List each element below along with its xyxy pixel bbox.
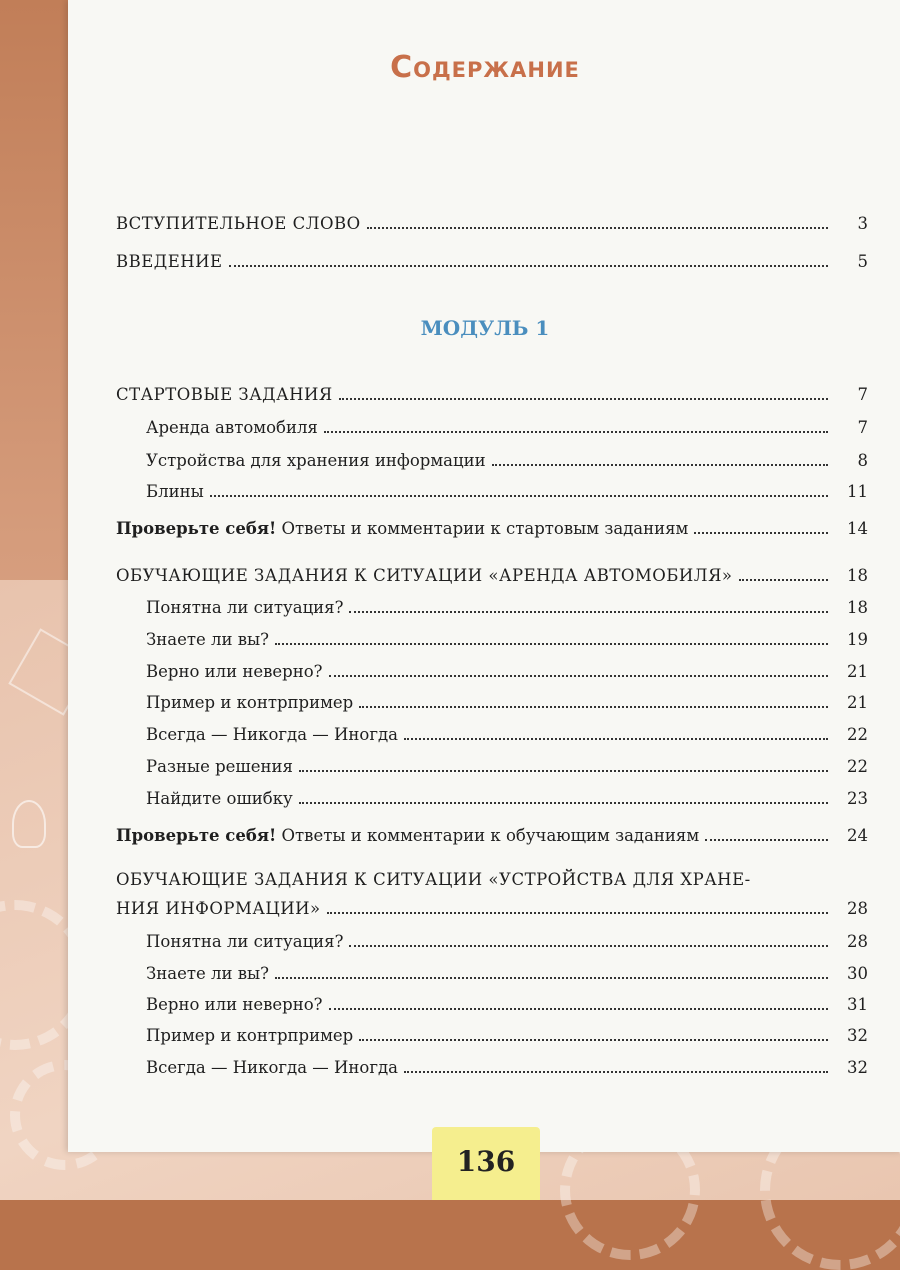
toc-page-number: 8: [857, 451, 868, 470]
dot-leader: [359, 1039, 828, 1041]
toc-subentry[interactable]: [146, 725, 868, 749]
toc-page-number: 5: [857, 252, 868, 271]
toc-page-number: 18: [847, 566, 868, 585]
toc-page: [68, 0, 900, 1152]
toc-subentry[interactable]: [146, 662, 868, 686]
toc-entry-label: Понятна ли ситуация?: [146, 932, 344, 951]
toc-subentry[interactable]: [146, 995, 868, 1019]
toc-entry-check-start[interactable]: [116, 519, 868, 543]
dot-leader: [367, 227, 828, 229]
toc-page-number: 32: [847, 1026, 868, 1045]
toc-page-number: 32: [847, 1058, 868, 1077]
toc-entry-introduction[interactable]: [116, 252, 868, 276]
toc-subentry[interactable]: [146, 693, 868, 717]
toc-subentry[interactable]: [146, 757, 868, 781]
toc-entry-label: Верно или неверно?: [146, 995, 323, 1014]
page-number-badge: 136: [432, 1127, 540, 1200]
toc-entry-label: Всегда — Никогда — Иногда: [146, 1058, 398, 1077]
toc-page-number: 21: [847, 662, 868, 681]
toc-page-number: 18: [847, 598, 868, 617]
check-text: Ответы и комментарии к стартовым заданиям: [276, 519, 689, 538]
toc-page-number: 23: [847, 789, 868, 808]
toc-page-number: 3: [857, 214, 868, 233]
toc-subentry[interactable]: [146, 964, 868, 988]
module-heading: МОДУЛЬ 1: [420, 316, 550, 340]
toc-subentry[interactable]: [146, 1026, 868, 1050]
toc-entry-label: СТАРТОВЫЕ ЗАДАНИЯ: [116, 385, 333, 404]
check-yourself-label: Проверьте себя!: [116, 519, 277, 538]
toc-entry-label: ОБУЧАЮЩИЕ ЗАДАНИЯ К СИТУАЦИИ «АРЕНДА АВТОМОБИЛЯ»: [116, 566, 733, 585]
toc-subentry[interactable]: [146, 482, 868, 506]
toc-entry-label: Устройства для хранения информации: [146, 451, 486, 470]
toc-page-number: 7: [857, 385, 868, 404]
toc-subentry[interactable]: [146, 598, 868, 622]
toc-entry-label: Аренда автомобиля: [146, 418, 318, 437]
toc-entry-label: [116, 519, 694, 538]
dot-leader: [299, 770, 828, 772]
toc-section-car-rental[interactable]: [116, 566, 868, 590]
dot-leader: [404, 738, 828, 740]
dot-leader: [275, 643, 828, 645]
toc-entry-label: ВВЕДЕНИЕ: [116, 252, 223, 271]
toc-subentry[interactable]: [146, 932, 868, 956]
toc-page-number: 22: [847, 757, 868, 776]
check-text: Ответы и комментарии к обучающим заданиям: [276, 826, 700, 845]
toc-page-number: 22: [847, 725, 868, 744]
dot-leader: [299, 802, 828, 804]
toc-entry-label: Верно или неверно?: [146, 662, 323, 681]
dot-leader: [329, 1008, 828, 1010]
dot-leader: [229, 265, 828, 267]
dot-leader: [275, 977, 828, 979]
dot-leader: [492, 464, 828, 466]
dot-leader: [339, 398, 828, 400]
dot-leader: [705, 839, 828, 841]
toc-entry-label: ВСТУПИТЕЛЬНОЕ СЛОВО: [116, 214, 361, 233]
toc-page-number: 19: [847, 630, 868, 649]
check-yourself-label: Проверьте себя!: [116, 826, 277, 845]
page-title: Содержание: [390, 50, 580, 85]
toc-entry-label: Разные решения: [146, 757, 293, 776]
toc-entry-label: Найдите ошибку: [146, 789, 293, 808]
dot-leader: [329, 675, 828, 677]
toc-page-number: 28: [847, 899, 868, 918]
toc-page-number: 31: [847, 995, 868, 1014]
toc-section-start-tasks[interactable]: [116, 385, 868, 409]
toc-subentry[interactable]: [146, 789, 868, 813]
toc-entry-label: Знаете ли вы?: [146, 964, 270, 983]
toc-entry-intro-word[interactable]: [116, 214, 868, 238]
toc-page-number: 21: [847, 693, 868, 712]
dot-leader: [324, 431, 828, 433]
toc-subentry[interactable]: [146, 451, 868, 475]
toc-entry-label: Понятна ли ситуация?: [146, 598, 344, 617]
toc-page-number: 28: [847, 932, 868, 951]
dot-leader: [349, 945, 828, 947]
toc-section-storage[interactable]: [116, 899, 868, 923]
toc-subentry[interactable]: [146, 630, 868, 654]
lightbulb-icon: [12, 800, 46, 848]
toc-page-number: 7: [857, 418, 868, 437]
toc-entry-label: Всегда — Никогда — Иногда: [146, 725, 398, 744]
toc-entry-label: [116, 826, 705, 845]
dot-leader: [349, 611, 828, 613]
toc-entry-label: Знаете ли вы?: [146, 630, 270, 649]
toc-entry-label: Пример и контрпример: [146, 693, 354, 712]
toc-page-number: 24: [847, 826, 868, 845]
toc-page-number: 11: [847, 482, 868, 501]
toc-entry-label: НИЯ ИНФОРМАЦИИ»: [116, 899, 321, 918]
toc-page-number: 14: [847, 519, 868, 538]
dot-leader: [694, 532, 828, 534]
toc-entry-check-training[interactable]: [116, 826, 868, 850]
toc-page-number: 30: [847, 964, 868, 983]
toc-subentry[interactable]: [146, 1058, 868, 1082]
dot-leader: [210, 495, 828, 497]
toc-subentry[interactable]: [146, 418, 868, 442]
toc-entry-label: Блины: [146, 482, 204, 501]
dot-leader: [327, 912, 828, 914]
toc-section-storage-line1[interactable]: ОБУЧАЮЩИЕ ЗАДАНИЯ К СИТУАЦИИ «УСТРОЙСТВА ДЛЯ ХРАНЕ-: [116, 870, 751, 889]
dot-leader: [739, 579, 829, 581]
dot-leader: [404, 1071, 828, 1073]
toc-entry-label: Пример и контрпример: [146, 1026, 354, 1045]
dot-leader: [359, 706, 828, 708]
